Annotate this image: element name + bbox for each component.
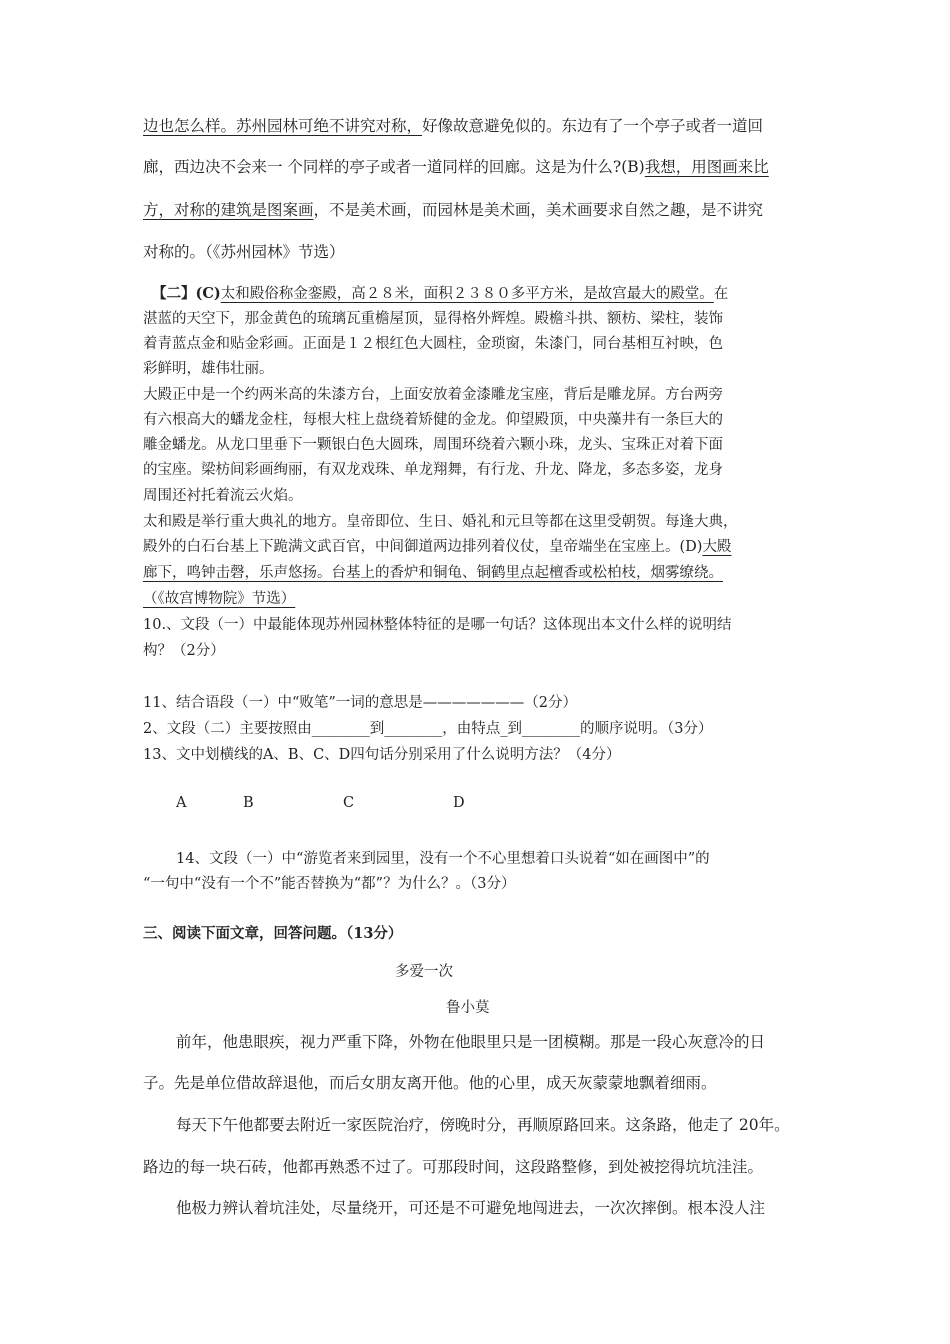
passage1-line-2 [143, 155, 769, 177]
question-13-option-d: D [453, 795, 465, 811]
passage2-line-1 [152, 282, 728, 303]
question-13-option-c: C [343, 795, 355, 811]
passage2-line-12: 廊下，鸣钟击磬，乐声悠扬。台基上的香炉和铜龟、铜鹤里点起檀香或松柏枝，烟雾缭绕。 [143, 565, 723, 581]
underlined-sentence-c: 太和殿俗称金銮殿，高２８米，面积２３８０多平方米，是故宫最大的殿堂。 [220, 286, 714, 302]
text-span: ，不是美术画，而园林是美术画，美术画要求自然之趣，是不讲究 [313, 201, 764, 219]
question-14-line-1: 14、文段（一）中“游览者来到园里，没有一个不心里想着口头说着“如在画图中”的 [176, 851, 710, 867]
text-span: 好像故意避免似的。东边有了一个亭子或者一道回 [422, 117, 764, 135]
passage2-line-8: 的宝座。梁枋间彩画绚丽，有双龙戏珠、单龙翔舞，有行龙、升龙、降龙，多态多姿，龙身 [143, 462, 723, 478]
article-line-5: 他极力辨认着坑洼处，尽量绕开，可还是不可避免地闯进去，一次次摔倒。根本没人注 [176, 1199, 766, 1217]
passage2-line-5: 大殿正中是一个约两米高的朱漆方台，上面安放着金漆雕龙宝座，背后是雕龙屏。方台两旁 [143, 387, 723, 403]
question-13-option-a: A [176, 795, 187, 811]
passage2-line-6: 有六根高大的蟠龙金柱，每根大柱上盘绕着矫健的金龙。仰望殿顶，中央藻井有一条巨大的 [143, 412, 723, 428]
article-line-4: 路边的每一块石砖，他都再熟悉不过了。可那段时间，这段路整修，到处被挖得坑坑洼洼。 [143, 1158, 764, 1176]
question-12: 2、文段（二）主要按照由________到________，由特点_到________的顺序说明。（3分） [143, 721, 713, 737]
passage2-line-9: 周围还衬托着流云火焰。 [143, 488, 303, 504]
passage2-line-11 [143, 535, 731, 556]
underlined-sentence-d: 大殿 [702, 539, 732, 555]
article-author: 鲁小莫 [446, 1000, 490, 1016]
passage1-line-1 [143, 114, 763, 136]
passage2-source: （《故宫博物院》节选） [143, 591, 296, 607]
underlined-sentence-b-cont: 方，对称的建筑是图案画 [143, 201, 314, 219]
passage2-line-2: 湛蓝的天空下，那金黄色的琉璃瓦重檐屋顶，显得格外辉煌。殿檐斗拱、额枋、梁柱，装饰 [143, 311, 723, 327]
text-span: 在 [713, 286, 729, 302]
article-line-1: 前年，他患眼疾，视力严重下降，外物在他眼里只是一团模糊。那是一段心灰意冷的日 [176, 1033, 766, 1051]
passage2-line-3: 着青蓝点金和贴金彩画。正面是１２根红色大圆柱，金琐窗，朱漆门，同台基相互衬映，色 [143, 336, 723, 352]
passage1-line-3 [143, 198, 763, 220]
article-line-2: 子。先是单位借故辞退他，而后女朋友离开他。他的心里，成天灰蒙蒙地飘着细雨。 [143, 1074, 717, 1092]
question-10-line-2: 构？（2分） [143, 643, 225, 659]
article-title: 多爱一次 [395, 964, 453, 980]
passage2-line-10: 太和殿是举行重大典礼的地方。皇帝即位、生日、婚礼和元旦等都在这里受朝贺。每逢大典， [143, 514, 738, 530]
text-span: 廊，西边决不会来一 个同样的亭子或者一道同样的回廊。这是为什么?(B) [143, 158, 645, 176]
question-13: 13、文中划横线的A、B、C、D四句话分别采用了什么说明方法？（4分） [143, 747, 621, 763]
question-10-line-1: 10.、文段（一）中最能体现苏州园林整体特征的是哪一句话？这体现出本文什么样的说明结 [143, 617, 732, 633]
text-span: 殿外的白石台基上下跪满文武百官，中间御道两边排列着仪仗，皇帝端坐在宝座上。(D) [143, 539, 703, 555]
article-line-3: 每天下午他都要去附近一家医院治疗，傍晚时分，再顺原路回来。这条路，他走了 20年。 [176, 1116, 790, 1134]
section-marker: 【二】(C) [152, 285, 221, 302]
question-11: 11、结合语段（一）中“败笔”一词的意思是———————（2分） [143, 695, 577, 711]
question-13-option-b: B [243, 795, 254, 811]
section-3-heading: 三、阅读下面文章，回答问题。（13分） [143, 925, 403, 942]
underlined-sentence-b: 我想，用图画来比 [644, 158, 769, 176]
passage2-line-7: 雕金蟠龙。从龙口里垂下一颗银白色大圆珠，周围环绕着六颗小珠，龙头、宝珠正对着下面 [143, 437, 723, 453]
question-14-line-2: “一句中“没有一个不”能否替换为“都”？为什么？。（3分） [143, 876, 516, 892]
passage1-line-4: 对称的。（《苏州园林》节选） [143, 243, 345, 261]
underlined-sentence-a: 边也怎么样。苏州园林可绝不讲究对称， [143, 117, 423, 135]
passage2-line-4: 彩鲜明，雄伟壮丽。 [143, 361, 274, 377]
